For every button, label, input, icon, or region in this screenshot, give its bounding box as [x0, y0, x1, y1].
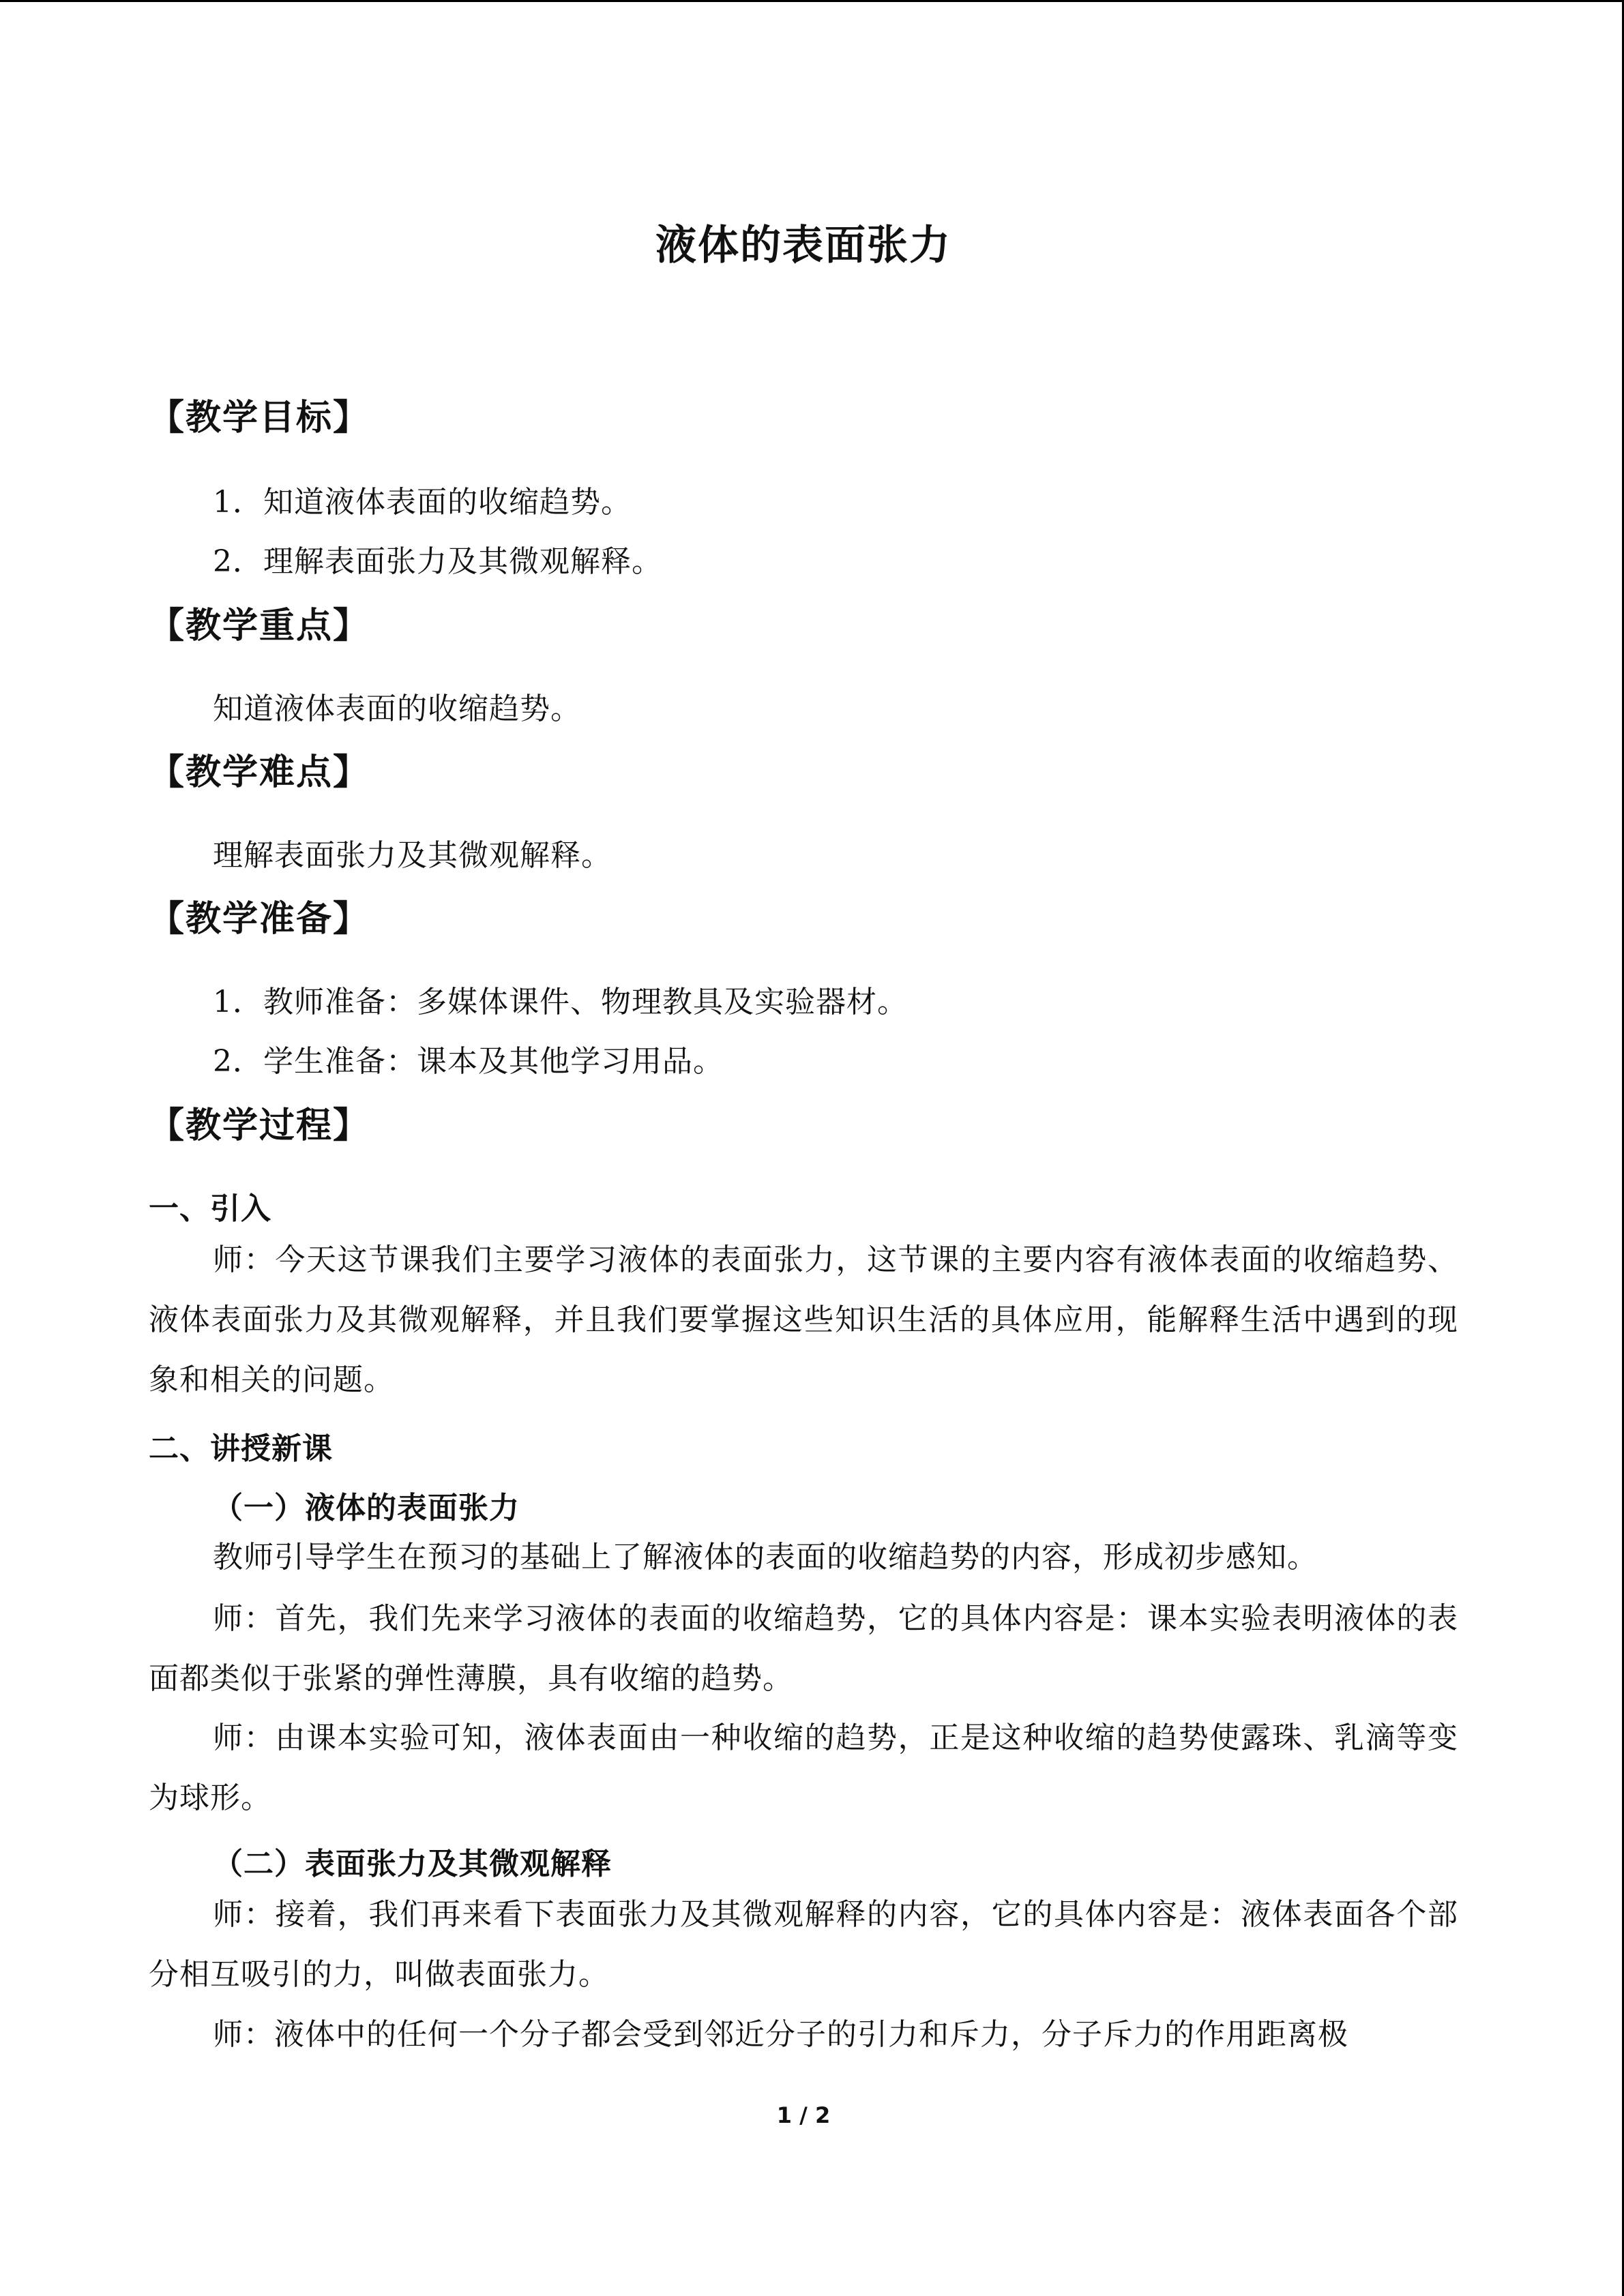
- section-heading-difficulty: 【教学难点】: [149, 752, 370, 793]
- section-heading-focus: 【教学重点】: [149, 606, 370, 646]
- subsection-2-paragraph-2: 师：液体中的任何一个分子都会受到邻近分子的引力和斥力，分子斥力的作用距离极: [213, 2017, 1348, 2052]
- preparation-item-1: 1．教师准备：多媒体课件、物理教具及实验器材。: [213, 985, 908, 1019]
- subsection-1-paragraph-1: 教师引导学生在预习的基础上了解液体的表面的收缩趋势的内容，形成初步感知。: [213, 1540, 1318, 1575]
- subsection-heading-1: （一）液体的表面张力: [213, 1491, 520, 1525]
- section-heading-goals: 【教学目标】: [149, 398, 370, 438]
- section-heading-preparation: 【教学准备】: [149, 899, 370, 940]
- subsection-heading-2: （二）表面张力及其微观解释: [213, 1847, 612, 1881]
- document-page: [149, 0, 1458, 2296]
- goal-item-1: 1．知道液体表面的收缩趋势。: [213, 485, 632, 520]
- process-part2-heading: 二、讲授新课: [149, 1431, 333, 1466]
- section-heading-process: 【教学过程】: [149, 1105, 370, 1146]
- subsection-1-paragraph-3: 师：由课本实验可知，液体表面由一种收缩的趋势，正是这种收缩的趋势使露珠、乳滴等变为球形。: [149, 1720, 1458, 1815]
- focus-text: 知道液体表面的收缩趋势。: [213, 691, 581, 726]
- document-title: 液体的表面张力: [655, 222, 951, 269]
- difficulty-text: 理解表面张力及其微观解释。: [213, 838, 612, 873]
- subsection-2-paragraph-1: 师：接着，我们再来看下表面张力及其微观解释的内容，它的具体内容是：液体表面各个部分相互吸引的力，叫做表面张力。: [149, 1897, 1458, 1992]
- process-part1-heading: 一、引入: [149, 1191, 271, 1226]
- page-number: 1 / 2: [776, 2102, 831, 2128]
- process-part1-paragraph: 师：今天这节课我们主要学习液体的表面张力，这节课的主要内容有液体表面的收缩趋势、液体表面张力及其微观解释，并且我们要掌握这些知识生活的具体应用，能解释生活中遇到的现象和相关的问题。: [149, 1242, 1458, 1397]
- subsection-1-paragraph-2: 师：首先，我们先来学习液体的表面的收缩趋势，它的具体内容是：课本实验表明液体的表面都类似于张紧的弹性薄膜，具有收缩的趋势。: [149, 1601, 1458, 1696]
- goal-item-2: 2．理解表面张力及其微观解释。: [213, 544, 662, 579]
- preparation-item-2: 2．学生准备：课本及其他学习用品。: [213, 1044, 724, 1079]
